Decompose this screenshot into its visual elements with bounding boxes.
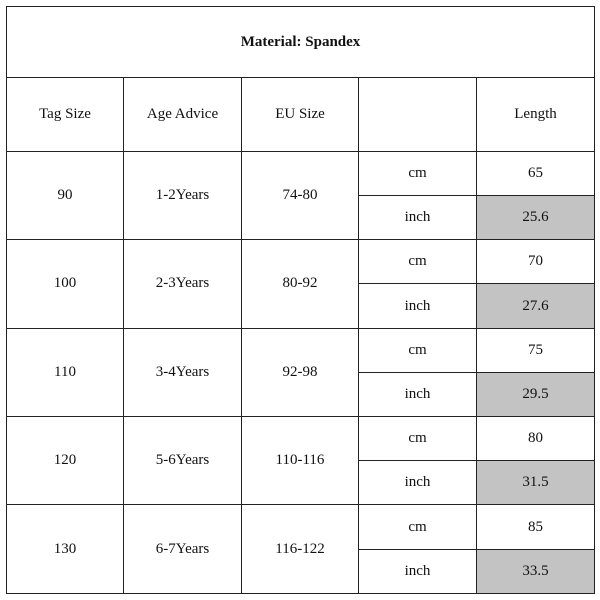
length-inch-cell: 33.5 [477, 549, 595, 593]
eu-size-cell: 74-80 [242, 151, 359, 239]
length-inch-cell: 31.5 [477, 461, 595, 505]
header-row [7, 78, 595, 151]
length-inch-cell: 25.6 [477, 195, 595, 239]
length-cm-cell: 70 [477, 240, 595, 284]
unit-cm-cell: cm [359, 240, 477, 284]
eu-size-cell: 92-98 [242, 328, 359, 416]
eu-size-cell: 116-122 [242, 505, 359, 594]
table-row [7, 417, 595, 461]
unit-inch-cell: inch [359, 195, 477, 239]
unit-cm-cell: cm [359, 505, 477, 549]
tag-size-cell: 90 [7, 151, 124, 239]
tag-size-cell: 120 [7, 417, 124, 505]
size-table [6, 6, 595, 594]
length-inch-cell: 29.5 [477, 372, 595, 416]
eu-size-cell: 80-92 [242, 240, 359, 328]
length-cm-cell: 65 [477, 151, 595, 195]
unit-cm-cell: cm [359, 417, 477, 461]
age-advice-cell: 5-6Years [124, 417, 242, 505]
header-tag-size: Tag Size [7, 78, 124, 151]
unit-inch-cell: inch [359, 549, 477, 593]
title-row [7, 7, 595, 78]
header-unit [359, 78, 477, 151]
length-cm-cell: 80 [477, 417, 595, 461]
header-age-advice: Age Advice [124, 78, 242, 151]
length-cm-cell: 75 [477, 328, 595, 372]
table-row [7, 240, 595, 284]
size-chart [6, 6, 594, 594]
unit-cm-cell: cm [359, 151, 477, 195]
age-advice-cell: 2-3Years [124, 240, 242, 328]
age-advice-cell: 3-4Years [124, 328, 242, 416]
age-advice-cell: 1-2Years [124, 151, 242, 239]
unit-inch-cell: inch [359, 284, 477, 328]
tag-size-cell: 110 [7, 328, 124, 416]
table-row [7, 328, 595, 372]
table-title: Material: Spandex [7, 7, 595, 78]
table-row [7, 505, 595, 549]
tag-size-cell: 130 [7, 505, 124, 594]
header-length: Length [477, 78, 595, 151]
table-row [7, 151, 595, 195]
unit-inch-cell: inch [359, 372, 477, 416]
header-eu-size: EU Size [242, 78, 359, 151]
eu-size-cell: 110-116 [242, 417, 359, 505]
length-cm-cell: 85 [477, 505, 595, 549]
unit-inch-cell: inch [359, 461, 477, 505]
tag-size-cell: 100 [7, 240, 124, 328]
unit-cm-cell: cm [359, 328, 477, 372]
length-inch-cell: 27.6 [477, 284, 595, 328]
age-advice-cell: 6-7Years [124, 505, 242, 594]
